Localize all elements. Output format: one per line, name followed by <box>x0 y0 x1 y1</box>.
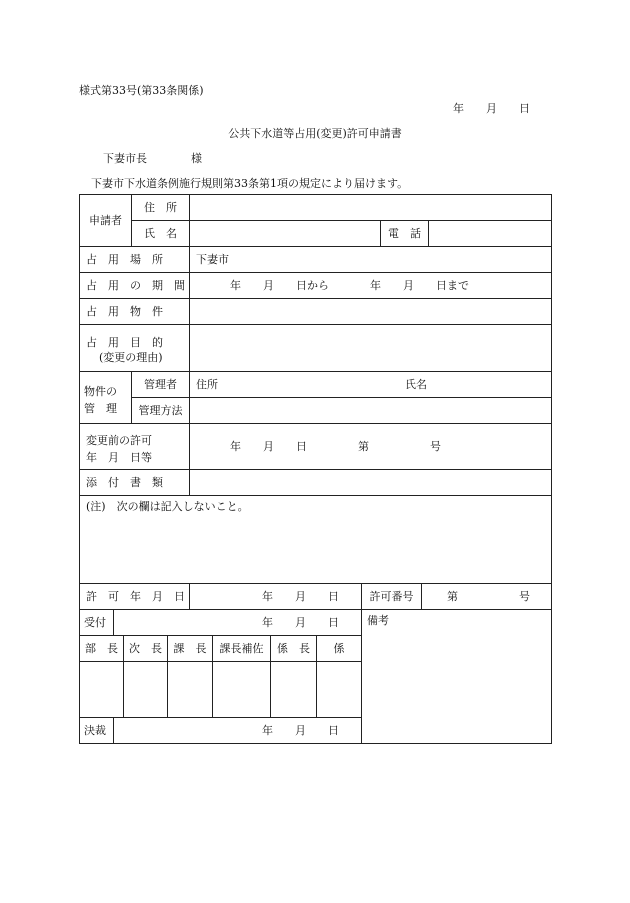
object-label: 占 用 物 件 <box>86 304 163 318</box>
role-deputy-director: 次 長 <box>129 641 162 655</box>
decision-date: 年 月 日 <box>262 723 339 737</box>
prior-label-1: 変更前の許可 <box>86 434 152 447</box>
role-staff: 係 <box>333 641 345 655</box>
phone-label: 電 話 <box>388 226 421 240</box>
permit-no-label: 許可番号 <box>369 589 414 603</box>
permit-date: 年 月 日 <box>262 589 339 603</box>
manager-label: 管理者 <box>144 377 177 391</box>
purpose-field[interactable] <box>190 325 551 371</box>
date-line: 年 月 日 <box>453 102 530 115</box>
permit-no-suffix: 号 <box>519 589 530 603</box>
receipt-date: 年 月 日 <box>262 615 339 629</box>
period-label: 占 用 の 期 間 <box>86 278 185 292</box>
role-section-chief: 課 長 <box>173 641 207 655</box>
intro-text: 下妻市下水道条例施行規則第33条第1項の規定により届けます。 <box>91 177 409 190</box>
receipt-label: 受付 <box>84 615 106 629</box>
attach-field[interactable] <box>190 470 551 495</box>
mgmt-label-1: 物件の <box>84 385 117 398</box>
permit-date-label: 許 可 年 月 日 <box>86 589 185 603</box>
method-label: 管理方法 <box>138 403 183 417</box>
attach-label: 添 付 書 類 <box>86 475 163 489</box>
addressee: 下妻市長 様 <box>103 152 202 165</box>
purpose-label: 占 用 目 的 <box>86 336 163 349</box>
location-value[interactable]: 下妻市 <box>196 252 229 266</box>
manager-name-label: 氏名 <box>405 377 427 391</box>
prior-no-prefix: 第 <box>358 439 369 453</box>
manager-address-label: 住所 <box>196 377 218 391</box>
object-field[interactable] <box>190 299 551 324</box>
name-label: 氏 名 <box>144 226 177 240</box>
phone-field[interactable] <box>429 221 551 246</box>
mgmt-label-2: 管 理 <box>84 402 117 415</box>
purpose-sublabel: (変更の理由) <box>99 351 163 364</box>
applicant-address-field[interactable] <box>190 195 551 220</box>
address-label: 住 所 <box>144 200 177 214</box>
location-label: 占 用 場 所 <box>86 252 163 266</box>
method-field[interactable] <box>190 398 551 423</box>
decision-label: 決裁 <box>84 723 106 737</box>
applicant-name-field[interactable] <box>190 221 380 246</box>
prior-no-suffix: 号 <box>430 439 441 453</box>
note-text: (注) 次の欄は記入しないこと。 <box>86 500 249 513</box>
role-assistant-chief: 課長補佐 <box>219 641 264 655</box>
applicant-label: 申請者 <box>89 213 122 227</box>
period-to[interactable]: 年 月 日まで <box>370 278 469 292</box>
form-number: 様式第33号(第33条関係) <box>79 84 204 97</box>
permit-no-prefix: 第 <box>447 589 458 603</box>
role-subsection-chief: 係 長 <box>277 641 310 655</box>
prior-date[interactable]: 年 月 日 <box>230 439 307 453</box>
prior-label-2: 年 月 日等 <box>86 451 152 464</box>
page-title: 公共下水道等占用(変更)許可申請書 <box>228 127 402 140</box>
role-director: 部 長 <box>85 641 118 655</box>
remarks-label: 備考 <box>367 614 389 627</box>
period-from[interactable]: 年 月 日から <box>230 278 329 292</box>
